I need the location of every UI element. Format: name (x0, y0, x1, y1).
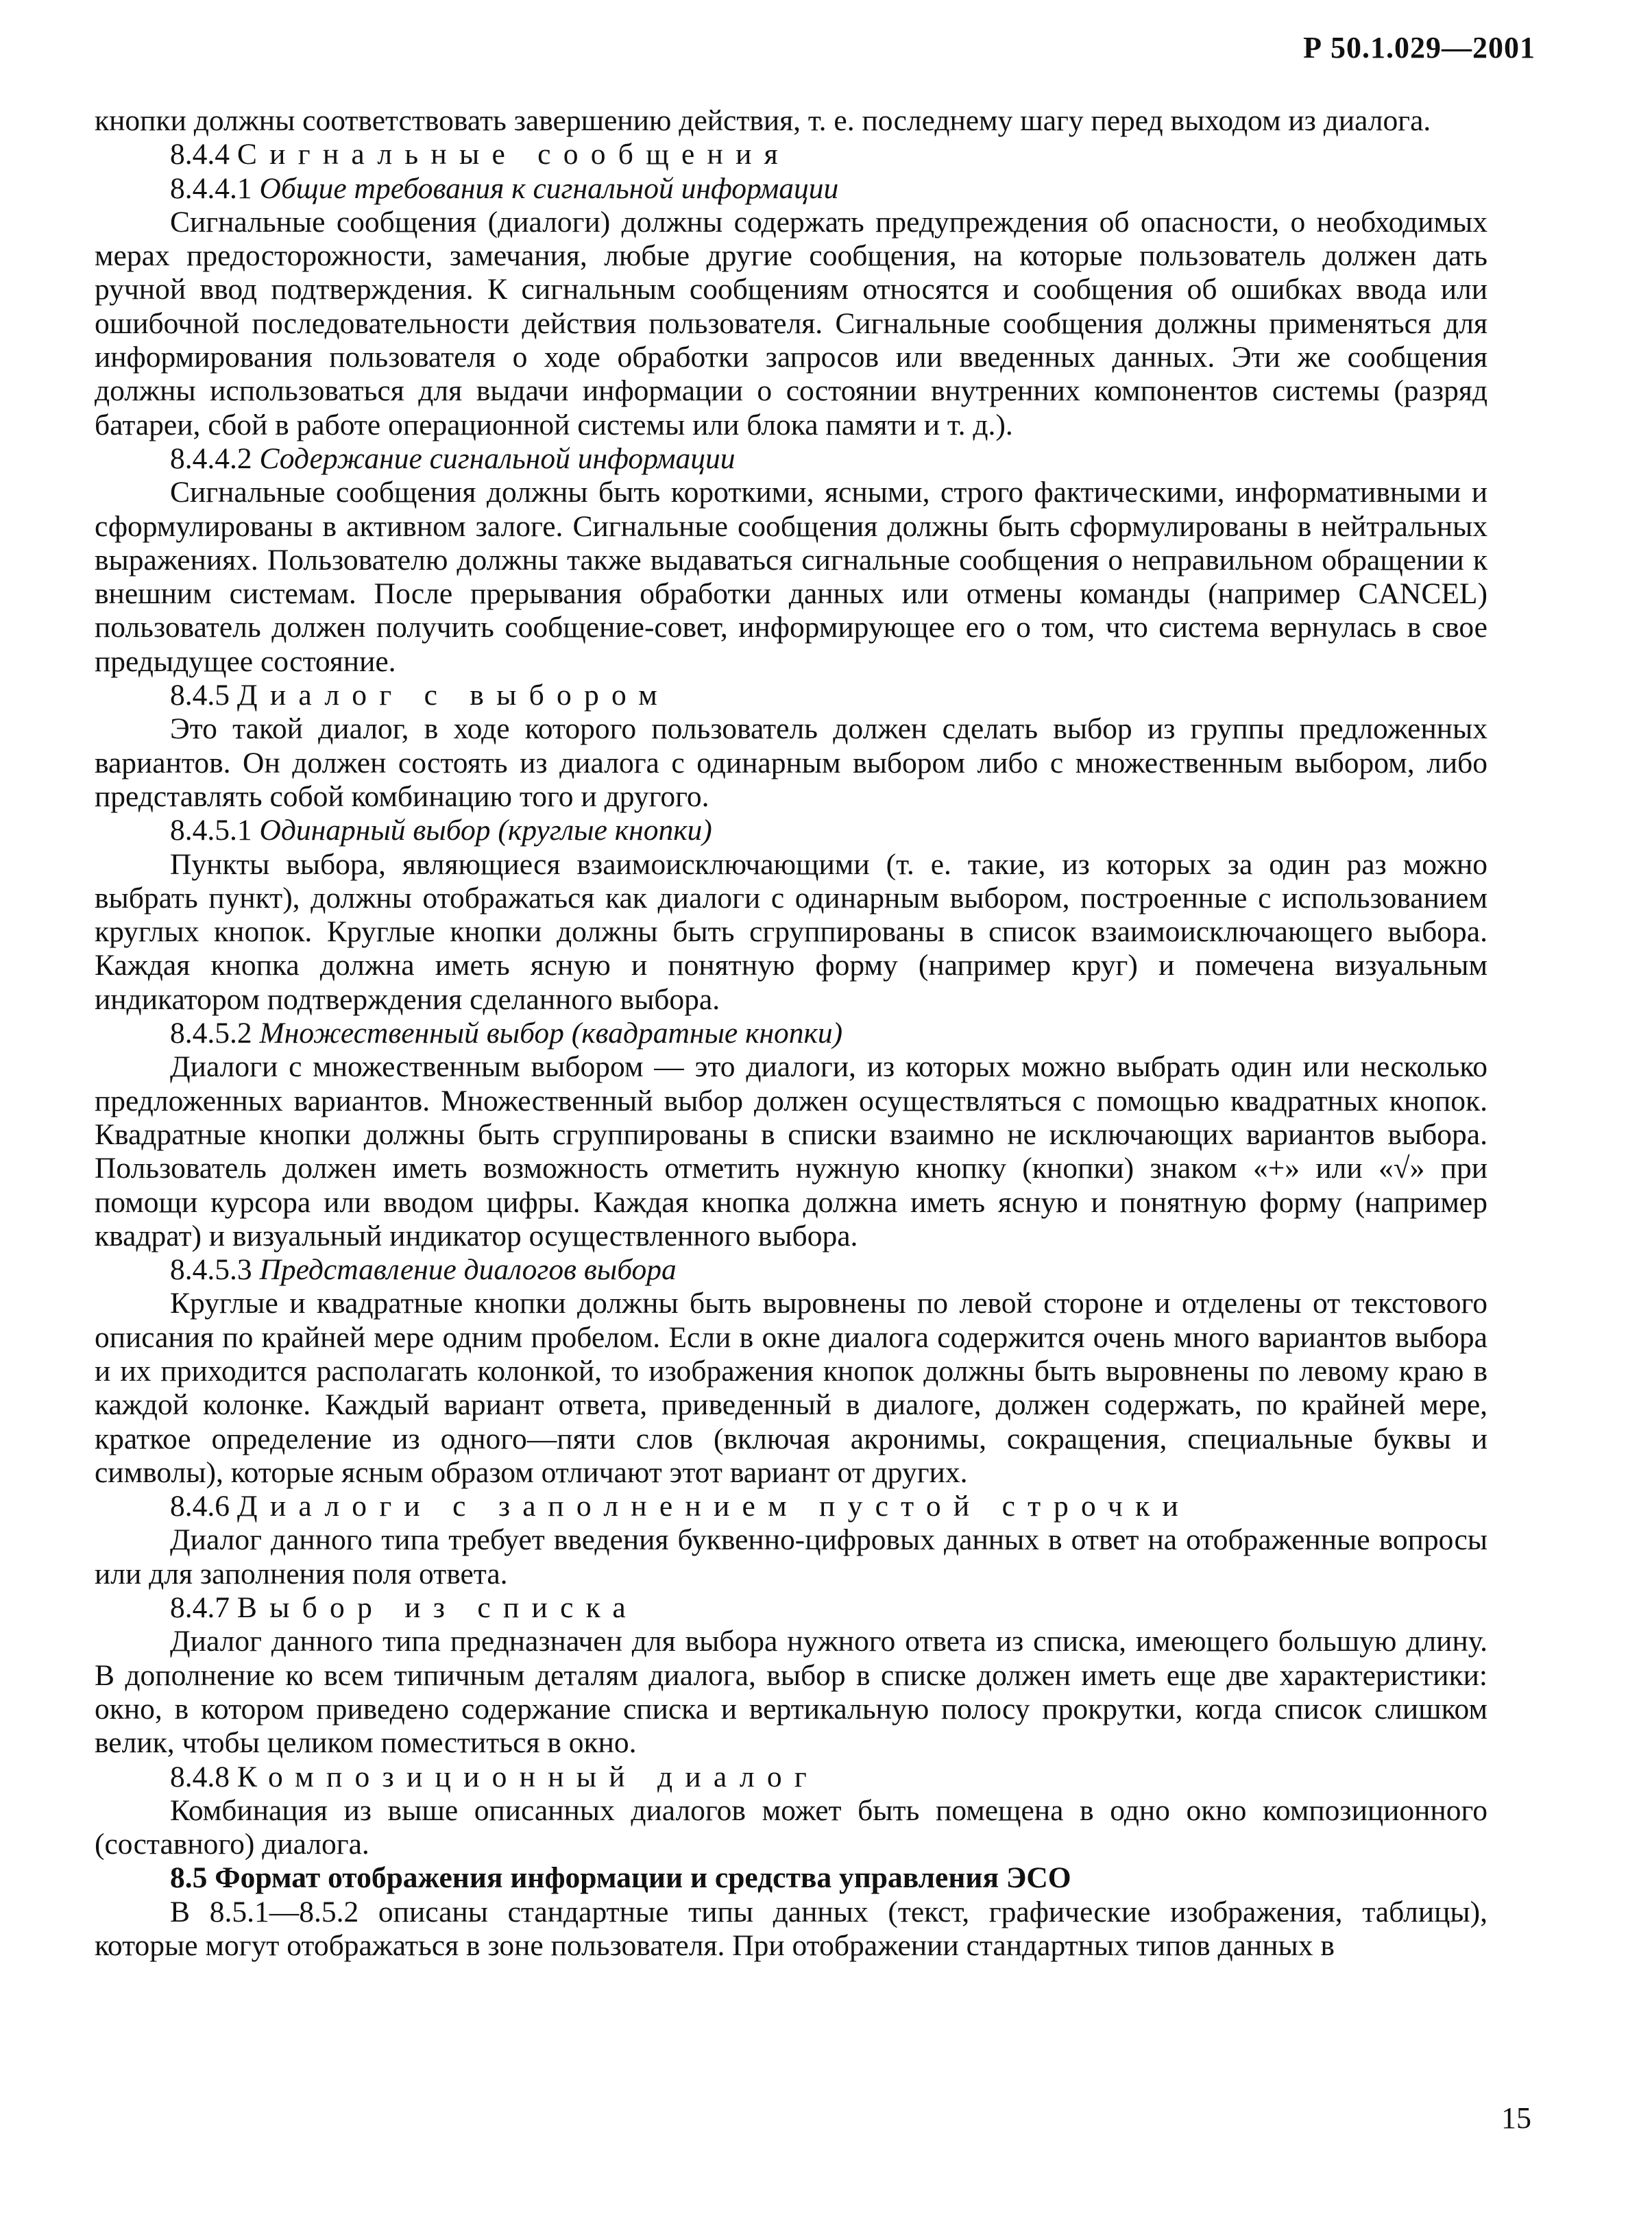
section-title: Выбор из списка (236, 1591, 638, 1625)
paragraph: Круглые и квадратные кнопки должны быть выровнены по левой стороне и отделены от текстового описания по крайней мере одним пробелом. Если в окне диалога содержится очень много вариантов выбора и их приходится располагать колонкой, то изображения кнопок должны быть выровнены по левому краю в каждой колонке. Каждый вариант ответа, приведенный в диалоге, должен содержать, по крайней мере, краткое определение из одного—пяти слов (включая акронимы, сокращения, специальные буквы и символы), которые ясным образом отличают этот вариант от других. (95, 1287, 1487, 1489)
section-heading (95, 679, 1487, 712)
paragraph: кнопки должны соответствовать завершению действия, т. е. последнему шагу перед выходом из диалога. (95, 104, 1431, 137)
section-title: Диалог с выбором (236, 679, 670, 712)
section-number: 8.4.5.2 (170, 1017, 252, 1050)
section-number: 8.4.5 (170, 679, 230, 712)
paragraph: В 8.5.1—8.5.2 описаны стандартные типы данных (текст, графические изображения, таблицы), которые могут отображаться в зоне пользователя. При отображении стандартных типов данных в (95, 1895, 1487, 1963)
section-number: 8.4.5.1 (170, 814, 252, 847)
section-number: 8.4.7 (170, 1591, 230, 1625)
section-number: 8.4.8 (170, 1760, 230, 1793)
section-number: 8.4.4.1 (170, 171, 252, 205)
section-title: Формат отображения информации и средства управления ЭСО (215, 1861, 1071, 1895)
paragraph: Диалог данного типа предназначен для выбора нужного ответа из списка, имеющего большую длину. В дополнение ко всем типичным деталям диалога, выбор в списке должен иметь еще две характеристики: окно, в котором приведено содержание списка и вертикальную полосу прокрутки, когда список слишком велик, чтобы целиком поместиться в окно. (95, 1625, 1487, 1760)
document-body (95, 104, 1487, 1963)
section-number: 8.4.6 (170, 1490, 230, 1523)
section-title: Одинарный выбор (круглые кнопки) (259, 814, 712, 847)
section-heading (95, 172, 1487, 206)
section-title: Представление диалогов выбора (259, 1253, 677, 1287)
document-code: Р 50.1.029—2001 (1303, 31, 1535, 64)
section-number: 8.4.4 (170, 138, 230, 171)
paragraph: Диалоги с множественным выбором — это диалоги, из которых можно выбрать один или несколько предложенных вариантов. Множественный выбор должен осуществляться с помощью квадратных кнопок. Квадратные кнопки должны быть сгруппированы в списки взаимно не исключающих вариантов выбора. Пользователь должен иметь возможность отметить нужную кнопку (кнопки) знаком «+» или «√» при помощи курсора или вводом цифры. Каждая кнопка должна иметь ясную и понятную форму (например квадрат) и визуальный индикатор осуществленного выбора. (95, 1050, 1487, 1253)
section-heading (95, 442, 1487, 476)
paragraph: Диалог данного типа требует введения буквенно-цифровых данных в ответ на отображенные вопросы или для заполнения поля ответа. (95, 1523, 1487, 1590)
paragraph: Комбинация из выше описанных диалогов может быть помещена в одно окно композиционного (составного) диалога. (95, 1793, 1487, 1861)
section-title: Сигнальные сообщения (236, 138, 790, 171)
section-title: Множественный выбор (квадратные кнопки) (259, 1017, 843, 1050)
section-number: 8.4.4.2 (170, 441, 252, 475)
section-title: Композиционный диалог (236, 1760, 819, 1793)
section-title: Диалоги с заполнением пустой строчки (236, 1490, 1191, 1523)
page-number: 15 (1501, 2101, 1531, 2135)
section-heading (95, 814, 1487, 847)
section-title: Общие требования к сигнальной информации (259, 171, 839, 205)
paragraph: Сигнальные сообщения должны быть короткими, ясными, строго фактическими, информативными и сформулированы в активном залоге. Сигнальные сообщения должны быть сформулированы в нейтральных выражениях. Пользователю должны также выдаваться сигнальные сообщения о неправильном обращении к внешним системам. После прерывания обработки данных или отмены команды (например CANCEL) пользователь должен получить сообщение-совет, информирующее его о том, что система вернулась в свое предыдущее состояние. (95, 476, 1487, 678)
section-heading (95, 1861, 1487, 1895)
section-number: 8.4.5.3 (170, 1253, 252, 1287)
paragraph: Сигнальные сообщения (диалоги) должны содержать предупреждения об опасности, о необходимых мерах предосторожности, замечания, любые другие сообщения, на которые пользователь должен дать ручной ввод подтверждения. К сигнальным сообщениям относятся и сообщения об ошибках ввода или ошибочной последовательности действия пользователя. Сигнальные сообщения должны применяться для информирования пользователя о ходе обработки запросов или введенных данных. Эти же сообщения должны использоваться для выдачи информации о состоянии внутренних компонентов системы (разряд батареи, сбой в работе операционной системы или блока памяти и т. д.). (95, 205, 1487, 441)
section-heading (95, 1490, 1487, 1523)
section-number: 8.5 (170, 1861, 208, 1895)
section-heading (95, 1017, 1487, 1050)
section-heading (95, 1591, 1487, 1625)
section-heading (95, 1761, 1487, 1794)
paragraph: Это такой диалог, в ходе которого пользователь должен сделать выбор из группы предложенных вариантов. Он должен состоять из диалога с одинарным выбором либо с множественным выбором, либо представлять собой комбинацию того и другого. (95, 712, 1487, 813)
section-heading (95, 138, 1487, 171)
section-heading (95, 1253, 1487, 1287)
paragraph: Пункты выбора, являющиеся взаимоисключающими (т. е. такие, из которых за один раз можно выбрать пункт), должны отображаться как диалоги с одинарным выбором, построенные с использованием круглых кнопок. Круглые кнопки должны быть сгруппированы в список взаимоисключающего выбора. Каждая кнопка должна иметь ясную и понятную форму (например круг) и помечена визуальным индикатором подтверждения сделанного выбора. (95, 847, 1487, 1016)
section-title: Содержание сигнальной информации (259, 441, 736, 475)
